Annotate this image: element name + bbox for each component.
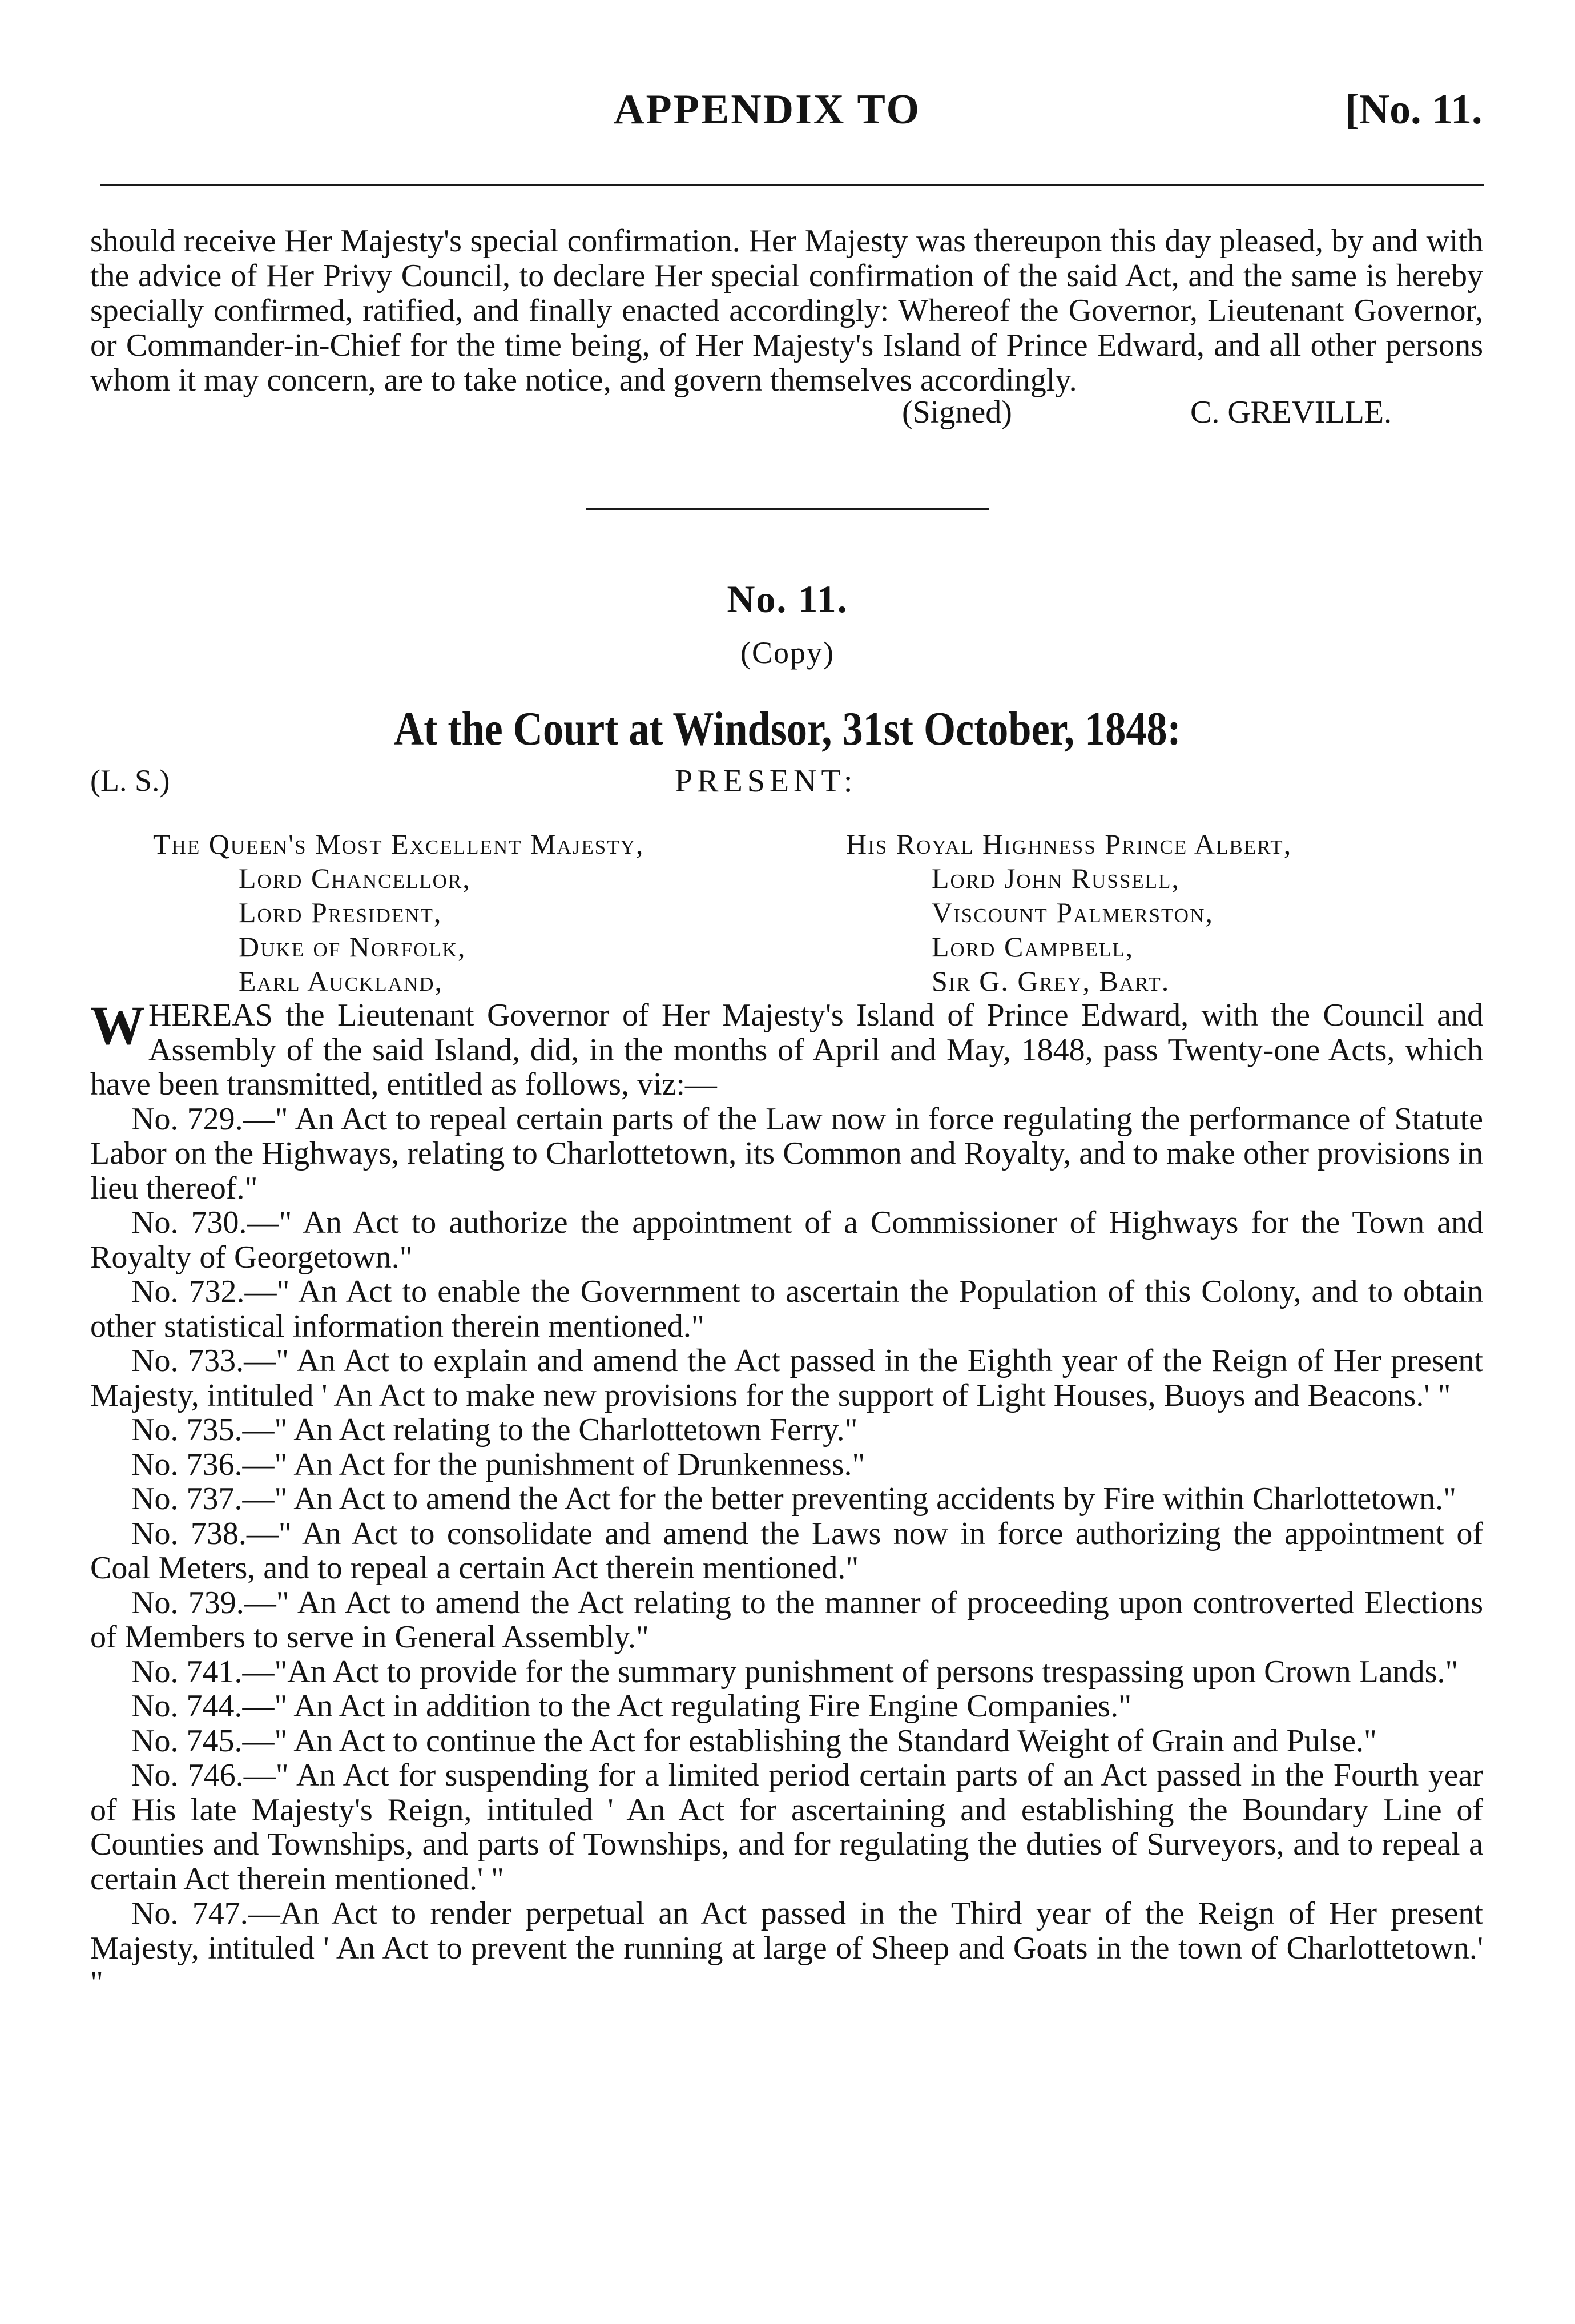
signatory-name: C. GREVILLE. [1190,395,1392,430]
intro-paragraph-block [90,224,1483,398]
present-member: Sir G. Grey, Bart. [932,965,1170,997]
section-divider [586,508,989,510]
act-entry: No. 739.—" An Act to amend the Act relating to the manner of proceeding upon controverted Elections of Members to serve in General Assembly." [90,1585,1483,1655]
act-entry: No. 732.—" An Act to enable the Government to ascertain the Population of this Colony, and to obtain other statistical information therein mentioned." [90,1274,1483,1344]
intro-paragraph: should receive Her Majesty's special confirmation. Her Majesty was thereupon this day pleased, by and with the advice of Her Privy Council, to declare Her special confirmation of the said Act, and the same is hereby specially confirmed, ratified, and finally enacted accordingly: Whereof the Governor, Lieutenant Governor, or Commander-in-Chief for the time being, of Her Majesty's Island of Prince Edward, and all other persons whom it may concern, are to take notice, and govern themselves accordingly. [90,223,1483,398]
present-member: Lord Campbell, [932,931,1134,963]
act-entry: No. 730.—" An Act to authorize the appointment of a Commissioner of Highways for the Town and Royalty of Georgetown." [90,1205,1483,1275]
signature-row [0,394,1575,434]
signed-label: (Signed) [902,395,1012,430]
act-entry: No. 729.—" An Act to repeal certain parts of the Law now in force regulating the performance of Statute Labor on the Highways, relating to Charlottetown, its Common and Royalty, and to make other provisions in lieu thereof." [90,1101,1483,1206]
act-entry: No. 738.—" An Act to consolidate and amend the Laws now in force authorizing the appointment of Coal Meters, and to repeal a certain Act therein mentioned." [90,1515,1483,1586]
act-entry: No. 747.—An Act to render perpetual an Act passed in the Third year of the Reign of Her present Majesty, intituled ' An Act to prevent the running at large of Sheep and Goats in the town of Charlottetown.' " [90,1896,1483,2000]
present-list-right [846,827,1292,998]
running-head-title: APPENDIX TO [614,86,921,133]
present-member: Duke of Norfolk, [239,931,466,963]
court-heading: At the Court at Windsor, 31st October, 1848: [394,702,1181,755]
running-head [0,86,1575,154]
present-member: Earl Auckland, [239,965,443,997]
whereas-paragraph [90,995,1483,1102]
act-entry: No. 733.—" An Act to explain and amend the Act passed in the Eighth year of the Reign of Her present Majesty, intituled ' An Act to make new provisions for the support of Light Houses, Buoys and Beacons.' " [90,1343,1483,1413]
present-list-left [153,827,644,998]
present-label: PRESENT: [675,763,857,799]
act-entry: No. 745.—" An Act to continue the Act for establishing the Standard Weight of Grain and Pulse." [131,1723,1377,1759]
act-entry: No. 737.—" An Act to amend the Act for the better preventing accidents by Fire within Charlottetown." [131,1481,1456,1517]
present-member: Viscount Palmerston, [932,896,1214,928]
present-member: Lord Chancellor, [239,862,471,894]
act-entry: No. 741.—"An Act to provide for the summary punishment of persons trespassing upon Crown Lands." [131,1654,1459,1690]
copy-label: (Copy) [740,636,835,670]
present-member: His Royal Highness Prince Albert, [846,828,1292,860]
acts-body [90,995,1483,2000]
act-entry: No. 736.—" An Act for the punishment of Drunkenness." [131,1446,865,1482]
whereas-text: HEREAS the Lieutenant Governor of Her Majesty's Island of Prince Edward, with the Council and Assembly of the said Island, did, in the months of April and May, 1848, pass Twenty-one Acts, which have been transmitted, entitled as follows, viz:— [90,998,1483,1102]
present-member: The Queen's Most Excellent Majesty, [153,828,644,860]
running-head-number: [No. 11. [1345,86,1483,133]
drop-cap: W [90,995,145,1056]
act-entry: No. 746.—" An Act for suspending for a limited period certain parts of an Act passed in the Fourth year of His late Majesty's Reign, intituled ' An Act for ascertaining and establishing the Boundary Line of Counties and Townships, and parts of Townships, and for regulating the duties of Surveyors, and to repeal a certain Act therein mentioned.' " [90,1758,1483,1897]
document-number: No. 11. [727,577,848,621]
act-entry: No. 735.—" An Act relating to the Charlottetown Ferry." [131,1412,858,1448]
present-member: Lord John Russell, [932,862,1180,894]
seal-mark: (L. S.) [90,763,170,798]
present-member: Lord President, [239,896,442,928]
act-entry: No. 744.—" An Act in addition to the Act regulating Fire Engine Companies." [131,1688,1131,1724]
header-rule [100,184,1484,186]
